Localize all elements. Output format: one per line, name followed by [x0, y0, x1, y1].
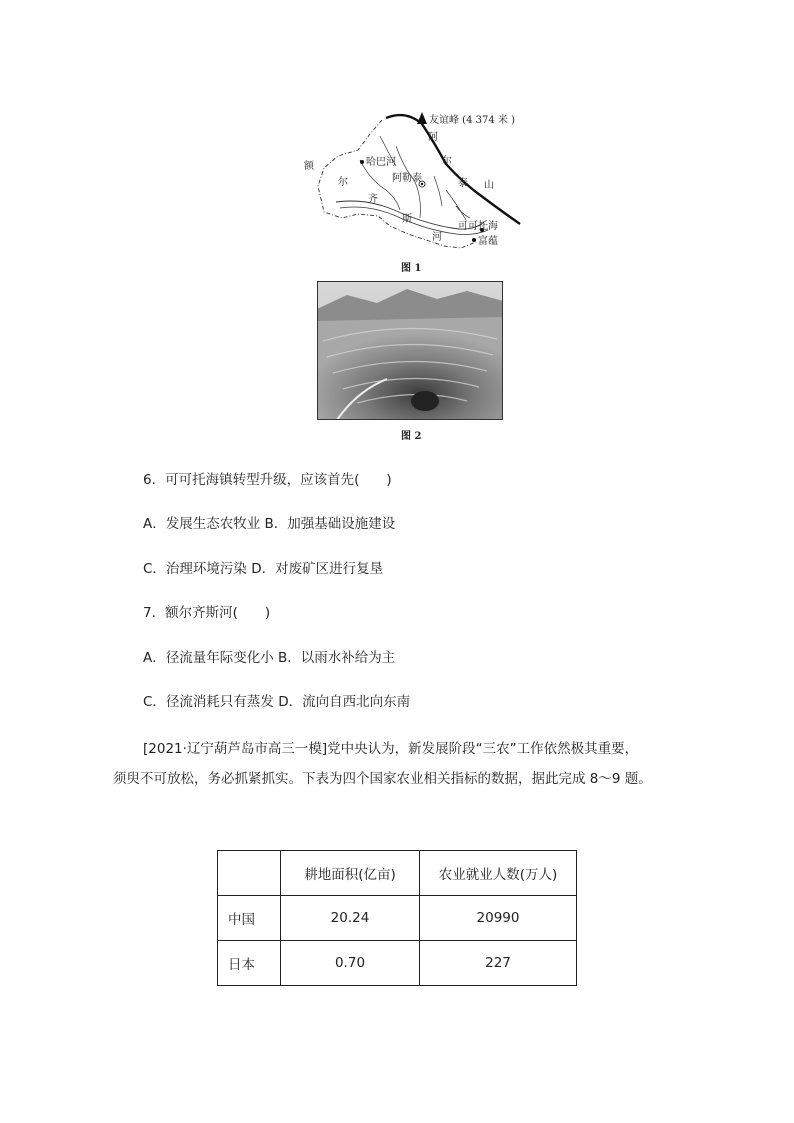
label-kekeyahai: 可可托海: [458, 221, 498, 232]
figure-1-map: [296, 106, 526, 256]
header-cell-blank: [218, 851, 281, 896]
label-aletai: 阿勒泰: [392, 173, 422, 184]
figure-2-caption: 图 2: [401, 431, 422, 442]
row-country: 中国: [218, 896, 281, 941]
label-fuyun: 富蕴: [478, 236, 498, 247]
intro-line-2: 须臾不可放松，务必抓紧抓实。下表为四个国家农业相关指标的数据，据此完成 8～9 题。: [113, 771, 652, 787]
label-e: 额: [304, 161, 314, 172]
question-6-options-ab: A．发展生态农牧业 B．加强基础设施建设: [143, 516, 396, 532]
label-a: 阿: [428, 132, 438, 143]
question-7-options-cd: C．径流消耗只有蒸发 D．流向自西北向东南: [143, 694, 411, 710]
mine-photo-svg: [317, 281, 503, 420]
intro-line-1: [2021·辽宁葫芦岛市高三一模]党中央认为，新发展阶段“三农”工作依然极其重要，: [143, 741, 639, 757]
question-7-options-ab: A．径流量年际变化小 B．以雨水补给为主: [143, 650, 396, 666]
tributary-4: [446, 190, 466, 220]
label-he: 河: [432, 232, 442, 243]
table-row: [218, 941, 577, 986]
question-6-stem: 6．可可托海镇转型升级，应该首先( ): [143, 472, 392, 488]
figure-1-caption: 图 1: [401, 263, 422, 274]
tributary-6: [434, 176, 442, 206]
label-si: 斯: [402, 214, 412, 225]
figure-2-photo: [317, 281, 503, 420]
label-er: 尔: [338, 177, 348, 188]
label-tai: 泰: [458, 178, 468, 189]
label-habahe: 哈巴河: [366, 157, 396, 168]
label-qi: 齐: [368, 194, 378, 205]
row-employment: 227: [420, 941, 577, 986]
row-country: 日本: [218, 941, 281, 986]
intro-paragraph: [113, 734, 693, 794]
altai-ridge: [386, 115, 520, 224]
table-header-row: [218, 851, 577, 896]
header-cell-farmland: 耕地面积(亿亩): [281, 851, 420, 896]
town-fuyun: [472, 238, 476, 242]
header-cell-employment: 农业就业人数(万人): [420, 851, 577, 896]
agriculture-table: [217, 850, 577, 986]
peak-triangle: [417, 112, 427, 124]
label-er-mtn: 尔: [442, 156, 452, 167]
question-7-stem: 7．额尔齐斯河( ): [143, 605, 271, 621]
map-svg: [296, 106, 526, 256]
label-shan: 山: [484, 180, 494, 191]
row-farmland: 20.24: [281, 896, 420, 941]
row-farmland: 0.70: [281, 941, 420, 986]
town-habahe: [360, 160, 364, 164]
label-peak: 友谊峰 (4 374 米 ): [429, 115, 515, 126]
row-employment: 20990: [420, 896, 577, 941]
table-row: [218, 896, 577, 941]
question-6-options-cd: C．治理环境污染 D．对废矿区进行复垦: [143, 561, 384, 577]
